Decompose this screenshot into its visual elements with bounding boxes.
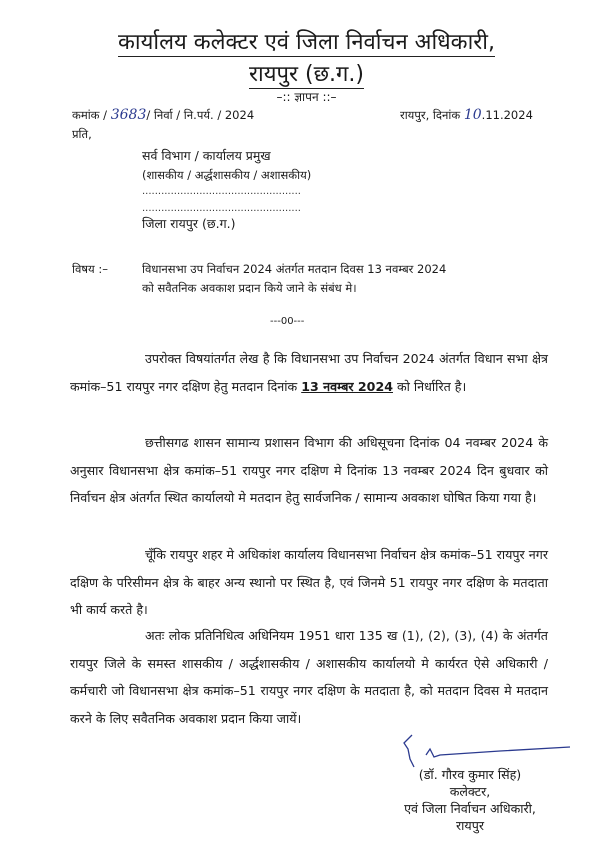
polling-date-underlined: 13 नवम्बर 2024 [301, 378, 393, 394]
office-title [0, 26, 613, 56]
signatory-place: रायपुर [455, 818, 485, 833]
subject-label: विषय :– [72, 262, 108, 276]
reference-prefix: कमांक / [72, 108, 108, 122]
recipient-blank1: .................................................. [142, 186, 301, 197]
to-label: प्रति, [72, 127, 92, 141]
recipient-line3: जिला रायपुर (छ.ग.) [142, 216, 236, 231]
memo-label: –:: ज्ञापन ::– [276, 90, 337, 104]
office-location [0, 58, 613, 88]
place-date-label: रायपुर, दिनांक [400, 108, 461, 122]
subject-line1: विधानसभा उप निर्वाचन 2024 अंतर्गत मतदान दिवस 13 नवम्बर 2024 [142, 262, 447, 276]
reference-number [72, 107, 254, 123]
signatory-name: (डॉ. गौरव कुमार सिंह) [418, 767, 522, 782]
reference-suffix: / निर्वा / नि.पर्य. / 2024 [146, 108, 255, 122]
recipient-line2: (शासकीय / अर्द्धशासकीय / अशासकीय) [142, 168, 312, 182]
signatory-designation2: एवं जिला निर्वाचन अधिकारी, [404, 801, 536, 816]
handwritten-reference-number: 3683 [110, 107, 147, 123]
separator: ---00--- [270, 316, 305, 327]
handwritten-day: 10 [463, 107, 482, 123]
paragraph-3: चूँकि रायपुर शहर मे अधिकांश कार्यालय विधानसभा निर्वाचन क्षेत्र कमांक–51 रायपुर नगर दक्षिण के परिसीमन क्षेत्र के बाहर अन्य स्थानो पर स्थित है, एवं जिनमे 51 रायपुर नगर दक्षिण के मतदाता भी कार्य करते है। [70, 547, 548, 617]
office-title-line2: रायपुर (छ.ग.) [249, 62, 364, 87]
signatory-designation1: कलेक्टर, [449, 784, 491, 799]
paragraph-2: छत्तीसगढ शासन सामान्य प्रशासन विभाग की अधिसूचना दिनांक 04 नवम्बर 2024 के अनुसार विधानसभा क्षेत्र कमांक–51 रायपुर नगर दक्षिण मे दिनांक 13 नवम्बर 2024 दिन बुधवार को निर्वाचन क्षेत्र अंतर्गत स्थित कार्यालयो मे मतदान हेतु सार्वजनिक / सामान्य अवकाश घोषित किया गया है। [70, 435, 548, 505]
subject-line2: को सवैतनिक अवकाश प्रदान किये जाने के संबंध मे। [142, 281, 357, 295]
recipient-line1: सर्व विभाग / कार्यालय प्रमुख [142, 148, 271, 163]
office-title-line1: कार्यालय कलेक्टर एवं जिला निर्वाचन अधिकारी, [118, 30, 495, 55]
recipient-blank2: .................................................. [142, 203, 301, 214]
signature-block [340, 766, 600, 834]
paragraph-1 [70, 345, 548, 400]
date-suffix: .11.2024 [481, 108, 533, 122]
paragraph-1-text: उपरोक्त विषयांतर्गत लेख है कि विधानसभा उप निर्वाचन 2024 अंतर्गत विधान सभा क्षेत्र कमांक–51 रायपुर नगर दक्षिण हेतु मतदान दिनांक [70, 351, 548, 394]
place-date [400, 107, 533, 123]
paragraph-4: अतः लोक प्रतिनिधित्व अधिनियम 1951 धारा 135 ख (1), (2), (3), (4) के अंतर्गत रायपुर जिले के समस्त शासकीय / अर्द्धशासकीय / अशासकीय कार्यालयो मे कार्यरत ऐसे अधिकारी / कर्मचारी जो विधानसभा क्षेत्र कमांक–51 रायपुर नगर दक्षिण के मतदाता है, को मतदान दिवस मे मतदान करने के लिए सवैतनिक अवकाश प्रदान किया जायें। [70, 628, 548, 726]
paragraph-1-end: को निर्धारित है। [392, 378, 467, 394]
